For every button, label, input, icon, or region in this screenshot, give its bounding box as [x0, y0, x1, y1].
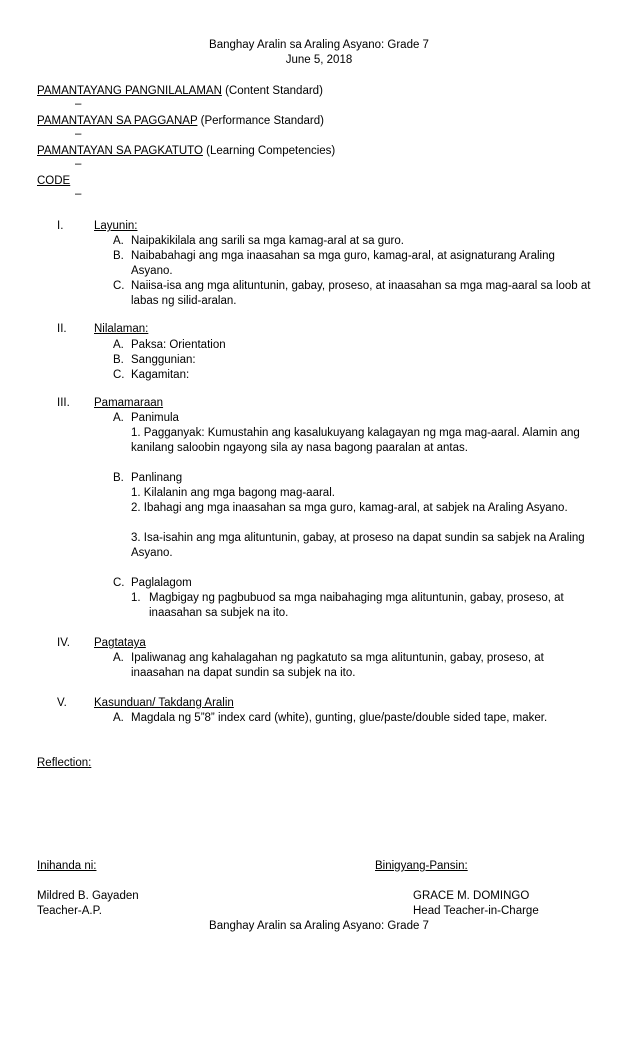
code-dash: – — [75, 188, 82, 200]
content-b-text: Sanggunian: — [131, 354, 196, 366]
objective-b-marker: B. — [113, 250, 124, 262]
procedure-c-item-marker: 1. — [131, 592, 141, 604]
prepared-by-label: Inihanda ni: — [37, 860, 97, 872]
section-1-title: Layunin: — [94, 220, 138, 232]
procedure-a-title: Panimula — [131, 412, 179, 424]
objective-c-text: Naiisa-isa ang mga alituntunin, gabay, proseso, at inaasahan sa mga mag-aaral sa loob at labas ng silid-aralan. — [131, 280, 591, 307]
content-standard-note: (Content Standard) — [225, 85, 323, 97]
assessment-a-text: Ipaliwanag ang kahalagahan ng pagkatuto sa mga alituntunin, gabay, proseso, at inaasahan na dapat sundin sa subjek na ito. — [131, 652, 544, 679]
content-standard-label: PAMANTAYANG PANGNILALAMAN — [37, 85, 222, 97]
learning-competencies-dash: – — [75, 158, 82, 170]
assignment-a-marker: A. — [113, 712, 124, 724]
objective-c-marker: C. — [113, 280, 125, 292]
prepared-by-name: Mildred B. Gayaden — [37, 890, 139, 902]
section-3-title: Pamamaraan — [94, 397, 164, 409]
section-5-title: Kasunduan/ Takdang Aralin — [94, 697, 234, 709]
section-3-number: III. — [57, 397, 70, 409]
procedure-b-item-2: 2. Ibahagi ang mga inaasahan sa mga guro, kamag-aral, at sabjek na Araling Asyano. — [131, 502, 568, 514]
code-label: CODE — [37, 175, 71, 187]
learning-competencies-note: (Learning Competencies) — [206, 145, 336, 157]
learning-competencies — [37, 144, 335, 159]
procedure-c-item: Magbigay ng pagbubuod sa mga naibahaging mga alituntunin, gabay, proseso, at inaasahan sa subjek na ito. — [149, 592, 564, 619]
document-date: June 5, 2018 — [285, 54, 353, 66]
procedure-c-title: Paglalagom — [131, 577, 192, 589]
section-4-title: Pagtataya — [94, 637, 146, 649]
reflection-label: Reflection: — [37, 757, 92, 769]
procedure-b-item-1: 1. Kilalanin ang mga bagong mag-aaral. — [131, 487, 335, 499]
content-a-text: Paksa: Orientation — [131, 339, 226, 351]
code-field — [37, 174, 70, 189]
noted-by-label: Binigyang-Pansin: — [375, 860, 468, 872]
content-a-marker: A. — [113, 339, 124, 351]
procedure-c-marker: C. — [113, 577, 125, 589]
content-c-marker: C. — [113, 369, 125, 381]
section-4-number: IV. — [57, 637, 71, 649]
procedure-b-title: Panlinang — [131, 472, 183, 484]
section-5-number: V. — [57, 697, 67, 709]
procedure-b-item-3: 3. Isa-isahin ang mga alituntunin, gabay, at proseso na dapat sundin sa sabjek na Araling Asyano. — [131, 532, 585, 559]
performance-standard-note: (Performance Standard) — [200, 115, 324, 127]
footer-title: Banghay Aralin sa Araling Asyano: Grade 7 — [209, 920, 429, 932]
procedure-b-marker: B. — [113, 472, 124, 484]
performance-standard-label: PAMANTAYAN SA PAGGANAP — [37, 115, 198, 127]
section-1-number: I. — [57, 220, 64, 232]
assessment-a-marker: A. — [113, 652, 124, 664]
content-standard-dash: – — [75, 98, 82, 110]
content-b-marker: B. — [113, 354, 124, 366]
content-c-text: Kagamitan: — [131, 369, 190, 381]
objective-b-text: Naibabahagi ang mga inaasahan sa mga guro, kamag-aral, at asignaturang Araling Asyano. — [131, 250, 555, 277]
prepared-by-title: Teacher-A.P. — [37, 905, 102, 917]
objective-a-marker: A. — [113, 235, 124, 247]
objective-a-text: Naipakikilala ang sarili sa mga kamag-aral at sa guro. — [131, 235, 404, 247]
procedure-a-item: 1. Pagganyak: Kumustahin ang kasalukuyang kalagayan ng mga mag-aaral. Alamin ang kanilang saloobin ngayong sila ay nasa bagong paaralan at antas. — [131, 427, 580, 454]
performance-standard-dash: – — [75, 128, 82, 140]
assignment-a-text: Magdala ng 5”8” index card (white), gunting, glue/paste/double sided tape, maker. — [131, 712, 548, 724]
document-title: Banghay Aralin sa Araling Asyano: Grade 7 — [209, 39, 429, 51]
noted-by-name: GRACE M. DOMINGO — [413, 890, 530, 902]
noted-by-title: Head Teacher-in-Charge — [413, 905, 539, 917]
procedure-a-marker: A. — [113, 412, 124, 424]
learning-competencies-label: PAMANTAYAN SA PAGKATUTO — [37, 145, 203, 157]
section-2-number: II. — [57, 323, 67, 335]
section-2-title: Nilalaman: — [94, 323, 149, 335]
